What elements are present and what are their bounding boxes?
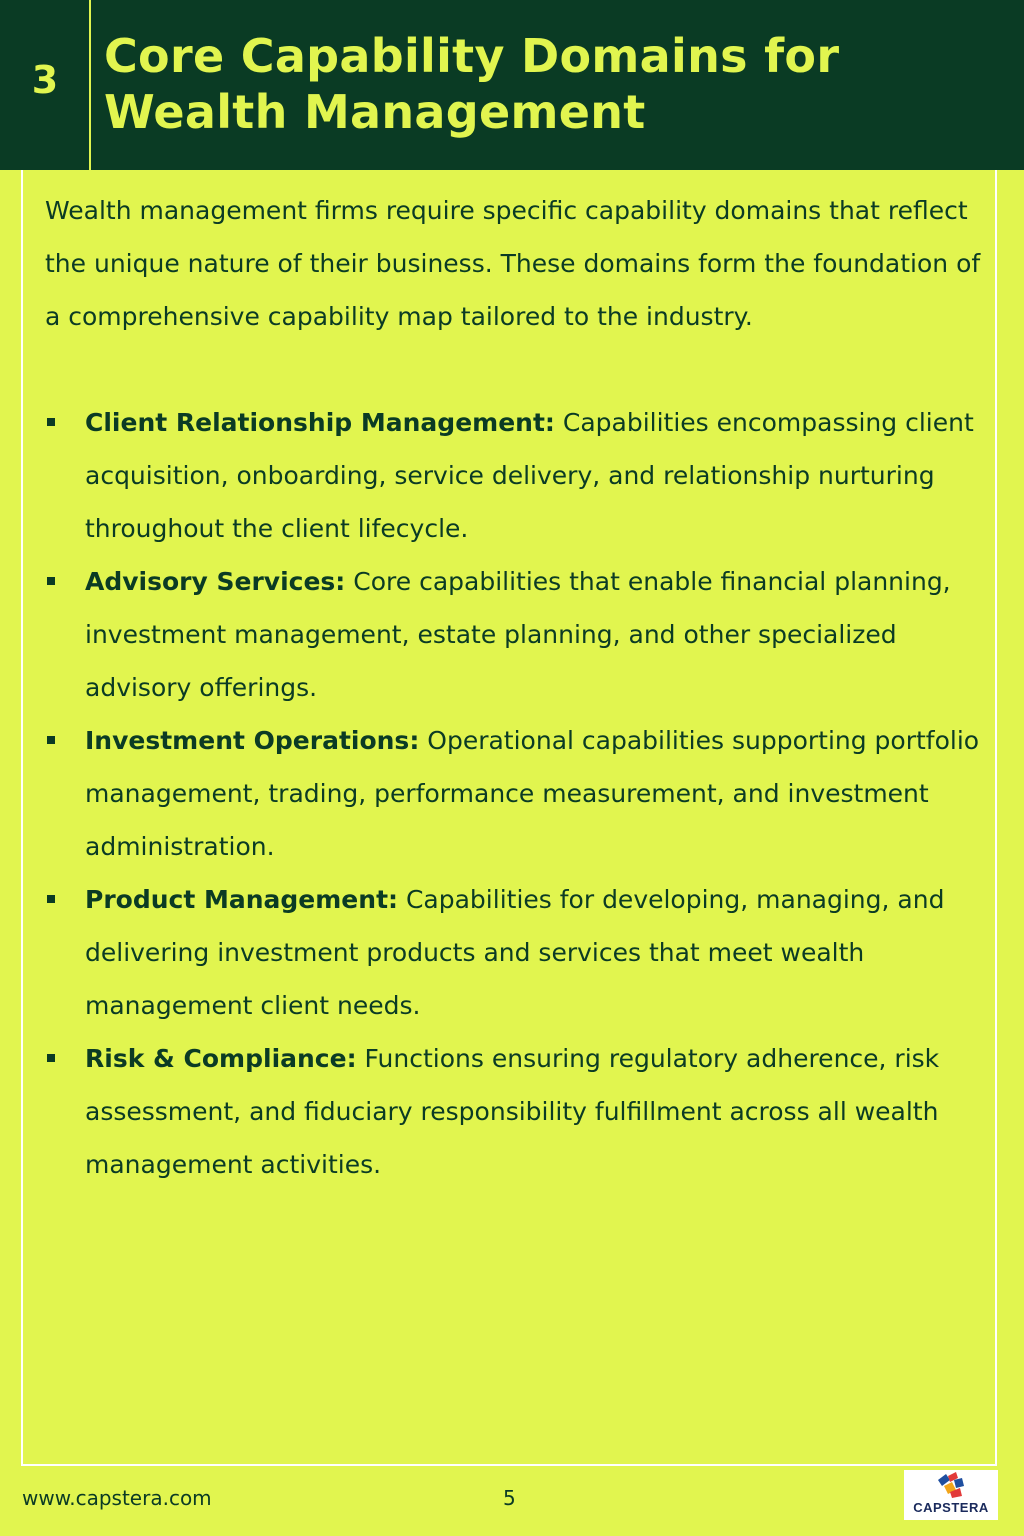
intro-paragraph: Wealth management firms require specific capability domains that reflect the unique nature of their business. These domains form the foundation of a comprehensive capability map tailored to the industry. bbox=[45, 196, 981, 331]
bullet-text: Capabilities encompassing client acquisition, onboarding, service delivery, and relationship nurturing throughout the client lifecycle. bbox=[85, 408, 974, 543]
page-number: 5 bbox=[503, 1486, 516, 1510]
list-item bbox=[45, 396, 985, 555]
page-header bbox=[0, 0, 1024, 170]
bullet-term: Advisory Services: bbox=[85, 567, 346, 596]
bullet-text: Core capabilities that enable financial planning, investment management, estate planning, and other specialized advisory offerings. bbox=[85, 567, 951, 702]
list-item bbox=[45, 873, 985, 1032]
capability-domain-list bbox=[45, 396, 985, 1191]
bullet-term: Investment Operations: bbox=[85, 726, 420, 755]
bullet-term: Risk & Compliance: bbox=[85, 1044, 357, 1073]
list-item bbox=[45, 555, 985, 714]
list-item bbox=[45, 1032, 985, 1191]
capstera-logo-icon bbox=[904, 1470, 998, 1500]
bullet-text: Functions ensuring regulatory adherence, risk assessment, and fiduciary responsibility fulfillment across all wealth management activities. bbox=[85, 1044, 940, 1179]
bullet-square-icon bbox=[47, 577, 55, 585]
section-number: 3 bbox=[31, 58, 59, 102]
footer-url[interactable]: www.capstera.com bbox=[22, 1486, 212, 1510]
bullet-square-icon bbox=[47, 895, 55, 903]
bullet-square-icon bbox=[47, 418, 55, 426]
bullet-text: Capabilities for developing, managing, and delivering investment products and services that meet wealth management client needs. bbox=[85, 885, 945, 1020]
list-item bbox=[45, 714, 985, 873]
bullet-term: Client Relationship Management: bbox=[85, 408, 555, 437]
bullet-text: Operational capabilities supporting portfolio management, trading, performance measurement, and investment administration. bbox=[85, 726, 980, 861]
bullet-square-icon bbox=[47, 736, 55, 744]
logo-text: CAPSTERA bbox=[913, 1500, 989, 1515]
bullet-square-icon bbox=[47, 1054, 55, 1062]
bullet-term: Product Management: bbox=[85, 885, 399, 914]
capstera-logo bbox=[904, 1470, 998, 1520]
page-title: Core Capability Domains for Wealth Management bbox=[104, 29, 840, 139]
header-divider bbox=[89, 0, 91, 170]
